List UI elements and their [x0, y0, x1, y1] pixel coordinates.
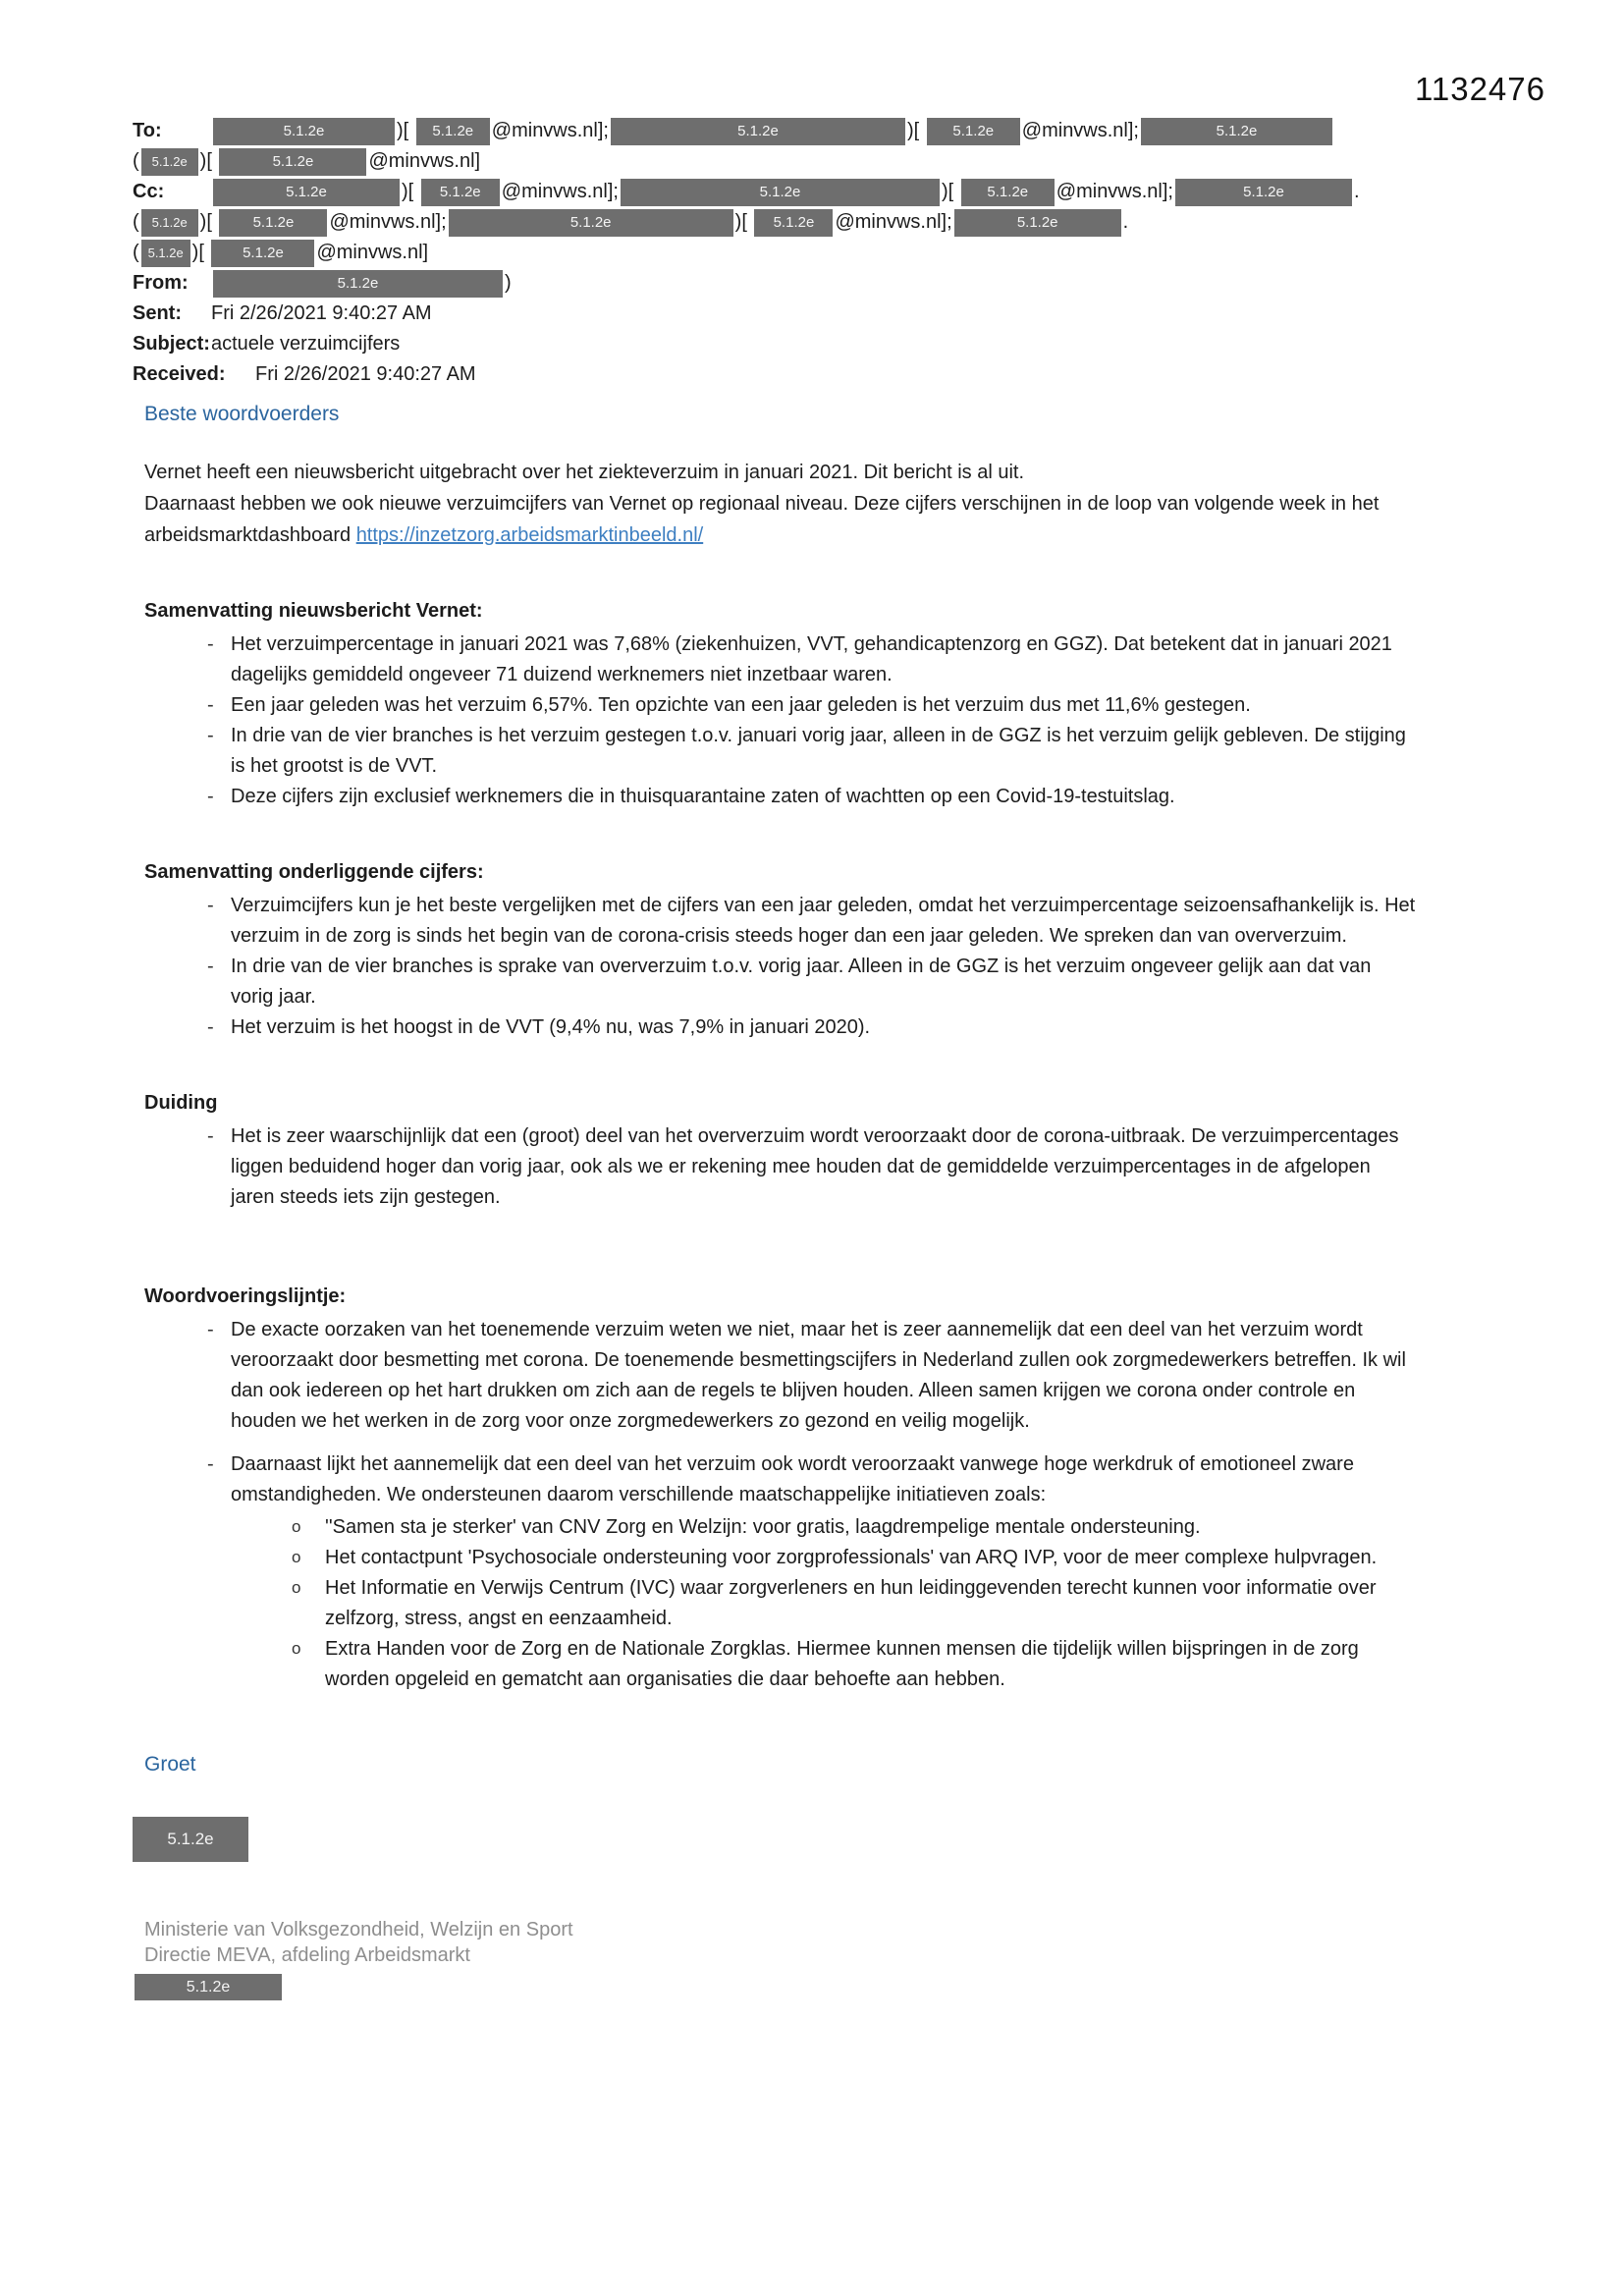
bullet-text: Daarnaast lijkt het aannemelijk dat een deel van het verzuim ook wordt veroorzaakt vanwege hoge werkdruk of emotioneel zware omstandigheden. We ondersteunen daarom verschillende maatschappelijke initiatieven zoals:: [231, 1453, 1354, 1505]
header-row: [133, 116, 1585, 146]
header-text: ): [505, 272, 512, 294]
document-id: 1132476: [1414, 71, 1545, 107]
header-row: [133, 329, 1585, 359]
bullet-text: Het verzuim is het hoogst in de VVT (9,4% nu, was 7,9% in januari 2020).: [231, 1016, 871, 1038]
bullet-list: [144, 1315, 1416, 1695]
section-title: Duiding: [144, 1092, 218, 1114]
header-text: @minvws.nl];: [835, 211, 952, 233]
redaction-bar: 5.1.2e: [213, 179, 400, 206]
bullet-text: De exacte oorzaken van het toenemende verzuim weten we niet, maar het is zeer aannemelijk dat een deel van het verzuim wordt veroorzaakt door besmetting met corona. De toenemende besmettingscijfers in Nederland zullen ook zorgmedewerkers betreffen. Ik wil dan ook iedereen op het hart drukken om zich aan de regels te blijven houden. Alleen samen krijgen we corona onder controle en houden we het werken in de zorg voor onze zorgmedewerkers zo gezond en veilig mogelijk.: [231, 1319, 1406, 1432]
header-text: actuele verzuimcijfers: [211, 333, 401, 355]
redaction-bar: 5.1.2e: [1175, 179, 1352, 206]
header-text: .: [1122, 211, 1129, 233]
email-body: [144, 402, 1416, 2000]
sections-container: [144, 596, 1416, 1695]
header-text: )[: [942, 181, 959, 202]
header-field-label: Received:: [133, 363, 226, 385]
header-text: )[: [191, 242, 210, 263]
header-text: )[: [199, 150, 218, 172]
header-row: [133, 238, 1585, 268]
bullet-text: Een jaar geleden was het verzuim 6,57%. Ten opzichte van een jaar geleden is het verzuim dus met 11,6% gestegen.: [231, 694, 1251, 716]
redaction-bar: 5.1.2e: [449, 209, 733, 237]
dashboard-link[interactable]: https://inzetzorg.arbeidsmarktinbeeld.nl/: [355, 524, 704, 546]
header-text: )[: [397, 120, 414, 141]
footer-organization: Ministerie van Volksgezondheid, Welzijn en Sport: [144, 1919, 573, 1941]
bullet-item: [144, 952, 1416, 1012]
redaction-bar: 5.1.2e: [213, 270, 503, 298]
redaction-bar: 5.1.2e: [141, 240, 190, 267]
header-text: @minvws.nl];: [1056, 181, 1173, 202]
section-title: Samenvatting onderliggende cijfers:: [144, 861, 484, 883]
intro-line-1: Vernet heeft een nieuwsbericht uitgebracht over het ziekteverzuim in januari 2021. Dit bericht is al uit.: [144, 462, 1025, 483]
header-text: @minvws.nl];: [501, 181, 619, 202]
section-title: Woordvoeringslijntje:: [144, 1285, 347, 1307]
header-text: .: [1354, 181, 1360, 202]
greeting-line: Beste woordvoerders: [144, 403, 340, 425]
redaction-bar: 5.1.2e: [141, 209, 198, 237]
email-header-block: [133, 116, 1585, 390]
bullet-text: Het verzuimpercentage in januari 2021 was 7,68% (ziekenhuizen, VVT, gehandicaptenzorg en GGZ). Dat betekent dat in januari 2021 dagelijks gemiddeld ongeveer 71 duizend werknemers niet inzetbaar waren.: [231, 633, 1392, 685]
header-text: @minvws.nl];: [1021, 120, 1139, 141]
spacer: [211, 379, 255, 380]
sub-bullet-item: o Het contactpunt 'Psychosociale ondersteuning voor zorgprofessionals' van ARQ IVP, voor de meer complexe hulpvragen.: [231, 1543, 1416, 1573]
header-text: @minvws.nl];: [491, 120, 609, 141]
bullet-list: [144, 629, 1416, 812]
redaction-bar: 5.1.2e: [416, 118, 490, 145]
intro-paragraph: [144, 457, 1416, 551]
sub-bullet-item: o Extra Handen voor de Zorg en de Nationale Zorgklas. Hiermee kunnen mensen die tijdelijk willen bijspringen in de zorg worden opgeleid en gematcht aan organisaties die daar behoefte aan hebben.: [231, 1634, 1416, 1695]
footer-redaction-bar: 5.1.2e: [135, 1974, 282, 2000]
redaction-bar: 5.1.2e: [961, 179, 1055, 206]
redaction-bar: 5.1.2e: [927, 118, 1020, 145]
redaction-bar: 5.1.2e: [754, 209, 833, 237]
header-text: @minvws.nl]: [368, 150, 481, 172]
header-text: )[: [402, 181, 419, 202]
redaction-bar: 5.1.2e: [141, 148, 198, 176]
bullet-item: [144, 721, 1416, 782]
bullet-text: In drie van de vier branches is sprake van oververzuim t.o.v. vorig jaar. Alleen in de GGZ is het verzuim ongeveer gelijk aan dat van vorig jaar.: [231, 956, 1372, 1008]
bullet-item: [144, 1315, 1416, 1437]
header-field-label: Cc:: [133, 181, 165, 202]
header-row: [133, 177, 1585, 207]
header-field-label: From:: [133, 272, 189, 294]
header-text: @minvws.nl]: [316, 242, 429, 263]
bullet-item: [144, 690, 1416, 721]
intro-line-2: Daarnaast hebben we ook nieuwe verzuimcijfers van Vernet op regionaal niveau. Deze cijfers verschijnen in de loop van volgende week in het arbeidsmarktdashboard: [144, 493, 1380, 546]
sub-bullet-list: [231, 1512, 1416, 1695]
sub-bullet-item: o Het Informatie en Verwijs Centrum (IVC) waar zorgverleners en hun leidinggevenden terecht kunnen voor informatie over zelfzorg, stress, angst en eenzaamheid.: [231, 1573, 1416, 1634]
section: [144, 857, 1416, 1043]
redaction-bar: 5.1.2e: [219, 148, 366, 176]
sub-bullet-item: o ''Samen sta je sterker' van CNV Zorg en Welzijn: voor gratis, laagdrempelige mentale ondersteuning.: [231, 1512, 1416, 1543]
redaction-bar: 5.1.2e: [219, 209, 327, 237]
bullet-item: [144, 891, 1416, 952]
bullet-list: [144, 1121, 1416, 1213]
redaction-bar: 5.1.2e: [611, 118, 905, 145]
section: [144, 1282, 1416, 1695]
header-text: (: [133, 150, 139, 172]
redaction-bar: 5.1.2e: [211, 240, 314, 267]
header-row: [133, 268, 1585, 299]
bullet-text: Verzuimcijfers kun je het beste vergelijken met de cijfers van een jaar geleden, omdat het verzuimpercentage seizoensafhankelijk is. Het verzuim in de zorg is sinds het begin van de corona-crisis steeds hoger dan een jaar geleden. We spreken dan van oververzuim.: [231, 895, 1416, 947]
header-field-label: Sent:: [133, 302, 182, 324]
header-text: Fri 2/26/2021 9:40:27 AM: [255, 363, 476, 385]
header-row: [133, 359, 1585, 390]
bullet-item: [144, 782, 1416, 812]
header-text: (: [133, 211, 139, 233]
header-field-label: To:: [133, 120, 162, 141]
header-text: )[: [907, 120, 925, 141]
bullet-item: [144, 629, 1416, 690]
header-text: )[: [199, 211, 218, 233]
bullet-item: [144, 1121, 1416, 1213]
bullet-item: [144, 1012, 1416, 1043]
redaction-bar: 5.1.2e: [1141, 118, 1332, 145]
redaction-bar: 5.1.2e: [421, 179, 500, 206]
header-text: Fri 2/26/2021 9:40:27 AM: [211, 302, 432, 324]
section: [144, 1088, 1416, 1213]
bullet-list: [144, 891, 1416, 1043]
signature-redaction-bar: 5.1.2e: [133, 1817, 248, 1862]
header-row: [133, 146, 1585, 177]
redaction-bar: 5.1.2e: [954, 209, 1121, 237]
header-row: [133, 207, 1585, 238]
bullet-text: In drie van de vier branches is het verzuim gestegen t.o.v. januari vorig jaar, alleen in de GGZ is het verzuim gelijk gebleven. De stijging is het grootst is de VVT.: [231, 725, 1406, 777]
footer-department: Directie MEVA, afdeling Arbeidsmarkt: [144, 1944, 470, 1966]
redaction-bar: 5.1.2e: [213, 118, 395, 145]
closing-line: Groet: [144, 1753, 196, 1776]
redaction-bar: 5.1.2e: [621, 179, 940, 206]
header-field-label: Subject:: [133, 333, 210, 355]
header-text: (: [133, 242, 139, 263]
bullet-text: Het is zeer waarschijnlijk dat een (groot) deel van het oververzuim wordt veroorzaakt door de corona-uitbraak. De verzuimpercentages liggen beduidend hoger dan vorig jaar, ook als we er rekening mee houden dat de gemiddelde verzuimpercentages in de afgelopen jaren steeds iets zijn gestegen.: [231, 1125, 1399, 1208]
bullet-text: Deze cijfers zijn exclusief werknemers die in thuisquarantaine zaten of wachtten op een Covid-19-testuitslag.: [231, 786, 1175, 807]
section: [144, 596, 1416, 812]
bullet-item: [144, 1449, 1416, 1695]
section-title: Samenvatting nieuwsbericht Vernet:: [144, 600, 483, 622]
header-row: [133, 299, 1585, 329]
header-text: )[: [734, 211, 753, 233]
header-text: @minvws.nl];: [329, 211, 447, 233]
